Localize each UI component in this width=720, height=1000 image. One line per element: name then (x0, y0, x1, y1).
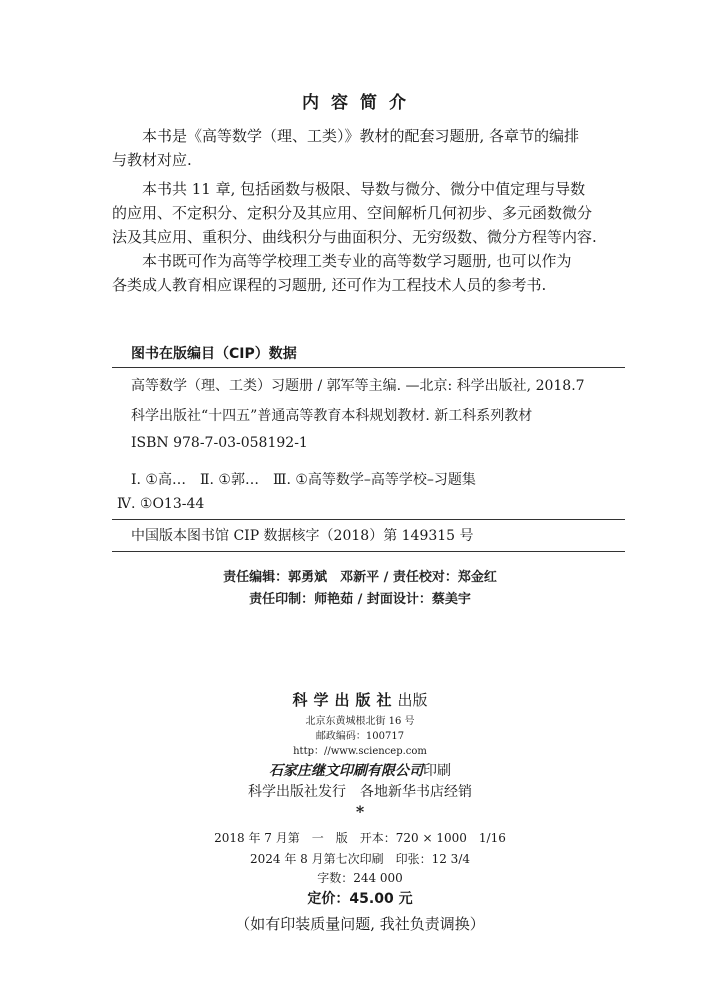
edition-format-line: 2018 年 7 月第 一 版 开本：720 × 1000 1/16 (214, 831, 506, 845)
intro-paragraph-3 (112, 249, 622, 297)
intro-p2-line-1: 本书共 11 章, 包括函数与极限、导数与微分、微分中值定理与导数 (142, 180, 586, 198)
word-count-line: 字数：244 000 (317, 871, 403, 885)
intro-p1-line-2: 与教材对应. (112, 151, 192, 169)
cip-line-isbn: ISBN 978-7-03-058192-1 (131, 435, 308, 451)
printer-line (0, 760, 720, 780)
cip-line-series: 科学出版社“十四五”普通高等教育本科规划教材. 新工科系列教材 (131, 408, 533, 424)
cip-line-title: 高等数学（理、工类）习题册 / 郭军等主编. —北京: 科学出版社, 2018.7 (131, 378, 585, 394)
cip-line-classification: Ⅰ. ①高… Ⅱ. ①郭… Ⅲ. ①高等数学–高等学校–习题集 (131, 472, 476, 488)
cip-top-rule (112, 367, 625, 368)
distribution-line: 科学出版社发行 各地新华书店经销 (248, 784, 472, 800)
publisher-address: 北京东黄城根北街 16 号 (305, 716, 415, 727)
publisher-line (0, 689, 720, 710)
cip-heading: 图书在版编目（CIP）数据 (131, 346, 297, 362)
intro-p1-line-1: 本书是《高等数学（理、工类）》教材的配套习题册, 各章节的编排 (142, 127, 580, 145)
printing-sheets-line: 2024 年 8 月第七次印刷 印张：12 3/4 (249, 852, 470, 866)
intro-p3-line-1: 本书既可作为高等学校理工类专业的高等数学习题册, 也可以作为 (142, 252, 572, 270)
printer-name: 石家庄继文印刷有限公司 (269, 763, 423, 779)
price-line: 定价：45.00 元 (307, 891, 413, 907)
publisher-name: 科学出版社 (292, 691, 398, 709)
intro-paragraph-1 (112, 124, 622, 172)
cip-bottom-rule (112, 551, 625, 552)
cip-line-class-number: Ⅳ. ①O13-44 (117, 496, 205, 512)
intro-p2-line-3: 法及其应用、重积分、曲线积分与曲面积分、无穷级数、微分方程等内容. (112, 228, 597, 246)
publisher-suffix: 出版 (397, 691, 428, 709)
cip-line-record-number: 中国版本图书馆 CIP 数据核字（2018）第 149315 号 (131, 528, 474, 544)
intro-p2-line-2: 的应用、不定积分、定积分及其应用、空间解析几何初步、多元函数微分 (112, 204, 593, 222)
responsibility-line-2: 责任印制：师艳茹 / 封面设计：蔡美宇 (249, 592, 471, 607)
separator-star: * (355, 802, 365, 821)
publisher-website: http：//www.sciencep.com (293, 746, 427, 757)
page-title: 内容简介 (302, 93, 418, 113)
cip-middle-rule (112, 519, 625, 520)
printer-suffix: 印刷 (423, 763, 451, 779)
intro-paragraph-2 (112, 177, 622, 249)
intro-p3-line-2: 各类成人教育相应课程的习题册, 还可作为工程技术人员的参考书. (112, 276, 547, 294)
quality-notice: （如有印装质量问题, 我社负责调换） (235, 915, 485, 933)
responsibility-line-1: 责任编辑：郭勇斌 邓新平 / 责任校对：郑金红 (223, 570, 497, 585)
publisher-postcode: 邮政编码：100717 (315, 731, 405, 742)
